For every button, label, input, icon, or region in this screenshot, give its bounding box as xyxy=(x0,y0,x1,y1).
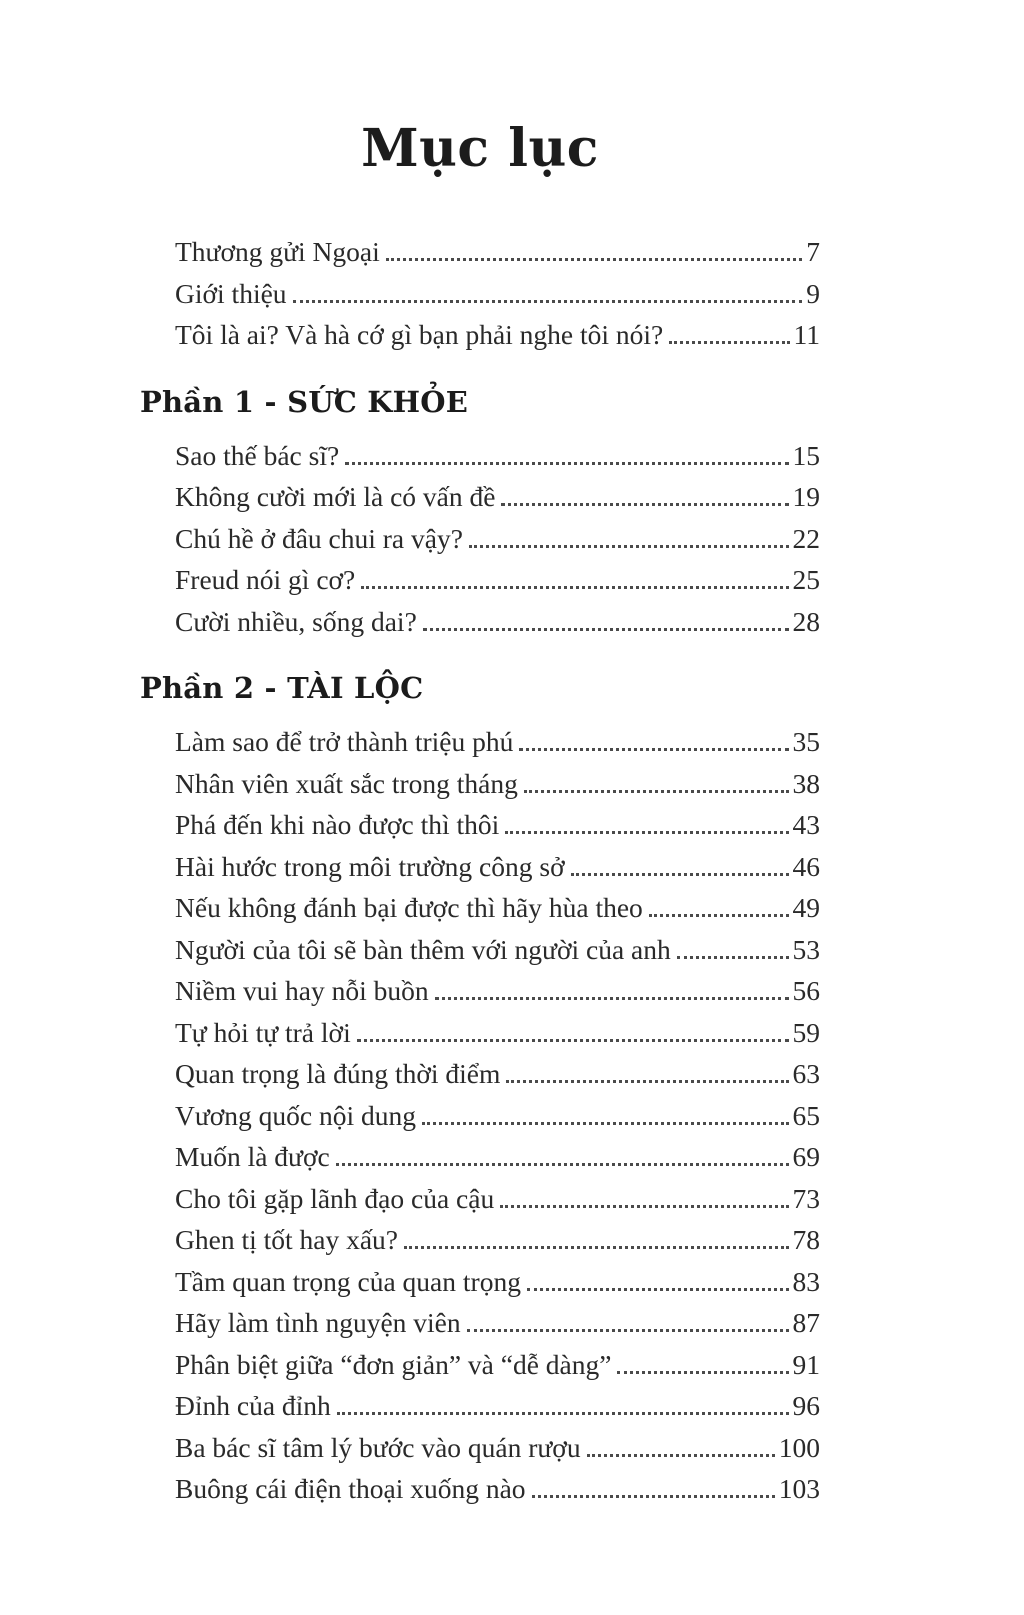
toc-entry xyxy=(140,1219,820,1261)
page-number: 22 xyxy=(792,522,820,554)
toc-entry-title: Freud nói gì cơ? xyxy=(175,564,356,595)
dot-leader xyxy=(293,300,803,303)
dot-leader xyxy=(669,341,789,344)
toc-entry xyxy=(140,721,820,763)
toc-entry xyxy=(140,518,820,560)
page-number: 49 xyxy=(792,892,820,923)
toc-entry-title: Ba bác sĩ tâm lý bước vào quán rượu xyxy=(175,1431,581,1463)
dot-leader xyxy=(469,545,789,548)
page-number: 96 xyxy=(792,1390,820,1421)
toc-entry xyxy=(140,1095,820,1137)
toc-entry-title: Nhân viên xuất sắc trong tháng xyxy=(175,767,518,799)
page-number: 28 xyxy=(792,605,820,637)
page-number: 38 xyxy=(792,767,820,799)
page-number: 53 xyxy=(792,933,820,965)
toc-entry-title: Làm sao để trở thành triệu phú xyxy=(175,726,514,757)
dot-leader xyxy=(519,748,788,751)
dot-leader xyxy=(532,1495,775,1498)
dot-leader xyxy=(361,586,788,589)
toc-entry xyxy=(140,601,820,643)
page-number: 43 xyxy=(792,809,820,840)
dot-leader xyxy=(505,831,788,834)
section-heading: Phần 1 - SỨC KHỎE xyxy=(140,384,469,419)
toc-entry xyxy=(140,970,820,1012)
toc-entry xyxy=(140,1261,820,1303)
dot-leader xyxy=(524,790,789,793)
toc-entry-title: Giới thiệu xyxy=(175,277,287,309)
page-number: 78 xyxy=(792,1224,820,1255)
toc-entry-title: Nếu không đánh bại được thì hãy hùa theo xyxy=(175,892,643,923)
toc-entry-title: Vương quốc nội dung xyxy=(175,1099,417,1131)
page-number: 15 xyxy=(792,439,820,471)
toc-section xyxy=(140,382,820,643)
toc-entry xyxy=(140,929,820,971)
toc-section xyxy=(140,231,820,356)
toc-entry xyxy=(140,1427,820,1469)
page-number: 25 xyxy=(792,564,820,595)
dot-leader xyxy=(649,914,789,917)
dot-leader xyxy=(467,1329,789,1332)
dot-leader xyxy=(345,462,788,465)
page-number: 9 xyxy=(806,277,820,309)
toc-entry xyxy=(140,1385,820,1427)
dot-leader xyxy=(357,1039,789,1042)
dot-leader xyxy=(435,997,789,1000)
toc-entry-title: Phá đến khi nào được thì thôi xyxy=(175,809,500,840)
toc-entry xyxy=(140,1468,820,1510)
toc-entry xyxy=(140,476,820,518)
toc-entry xyxy=(140,435,820,477)
page-number: 103 xyxy=(778,1473,820,1504)
dot-leader xyxy=(506,1080,788,1083)
toc-entry xyxy=(140,1344,820,1386)
dot-leader xyxy=(617,1371,788,1374)
toc-entry xyxy=(140,273,820,315)
toc-entry-title: Tự hỏi tự trả lời xyxy=(175,1016,351,1048)
page-number: 83 xyxy=(792,1265,820,1297)
toc-entry-title: Hãy làm tình nguyện viên xyxy=(175,1307,461,1338)
dot-leader xyxy=(386,258,803,261)
toc-list xyxy=(140,231,820,1510)
toc-entry xyxy=(140,1136,820,1178)
dot-leader xyxy=(500,1205,788,1208)
dot-leader xyxy=(423,628,789,631)
toc-entry-title: Muốn là được xyxy=(175,1141,330,1172)
toc-entry-title: Buông cái điện thoại xuống nào xyxy=(175,1473,526,1504)
toc-entry-title: Không cười mới là có vấn đề xyxy=(175,481,496,512)
dot-leader xyxy=(527,1288,789,1291)
page-number: 65 xyxy=(792,1099,820,1131)
page-title: Mục lục xyxy=(361,118,599,179)
dot-leader xyxy=(587,1454,775,1457)
toc-entry-title: Cười nhiều, sống dai? xyxy=(175,605,417,637)
dot-leader xyxy=(571,873,789,876)
page-number: 87 xyxy=(792,1307,820,1338)
toc-entry-title: Thương gửi Ngoại xyxy=(175,236,380,267)
dot-leader xyxy=(336,1163,789,1166)
toc-entry-title: Chú hề ở đâu chui ra vậy? xyxy=(175,522,463,554)
toc-entry-title: Đỉnh của đỉnh xyxy=(175,1390,331,1421)
page-number: 73 xyxy=(792,1182,820,1214)
dot-leader xyxy=(677,956,789,959)
toc-entry xyxy=(140,846,820,888)
toc-entry-title: Quan trọng là đúng thời điểm xyxy=(175,1058,501,1089)
toc-entry xyxy=(140,1053,820,1095)
toc-entry-title: Phân biệt giữa “đơn giản” và “dễ dàng” xyxy=(175,1348,612,1380)
page-number: 7 xyxy=(806,236,820,267)
toc-entry xyxy=(140,763,820,805)
toc-entry xyxy=(140,804,820,846)
toc-entry-title: Tầm quan trọng của quan trọng xyxy=(175,1265,521,1297)
page-number: 69 xyxy=(792,1141,820,1172)
toc-entry-title: Tôi là ai? Và hà cớ gì bạn phải nghe tôi nói? xyxy=(175,319,664,350)
page-number: 91 xyxy=(792,1348,820,1380)
dot-leader xyxy=(422,1122,788,1125)
page-number: 56 xyxy=(792,975,820,1006)
toc-entry xyxy=(140,314,820,356)
toc-section xyxy=(140,668,820,1510)
toc-entry xyxy=(140,887,820,929)
page-number: 46 xyxy=(792,850,820,882)
toc-entry xyxy=(140,559,820,601)
page-number: 63 xyxy=(792,1058,820,1089)
toc-entry-title: Cho tôi gặp lãnh đạo của cậu xyxy=(175,1182,495,1214)
page-number: 100 xyxy=(778,1431,820,1463)
toc-entry xyxy=(140,1178,820,1220)
dot-leader xyxy=(404,1246,789,1249)
toc-entry-title: Sao thế bác sĩ? xyxy=(175,439,340,471)
dot-leader xyxy=(501,503,788,506)
toc-entry xyxy=(140,1012,820,1054)
toc-entry-title: Niềm vui hay nỗi buồn xyxy=(175,975,429,1006)
toc-entry-title: Hài hước trong môi trường công sở xyxy=(175,850,565,882)
page-number: 35 xyxy=(792,726,820,757)
toc-entry-title: Người của tôi sẽ bàn thêm với người của anh xyxy=(175,933,671,965)
page-number: 59 xyxy=(792,1016,820,1048)
page-number: 11 xyxy=(793,319,820,350)
page-number: 19 xyxy=(792,481,820,512)
toc-entry xyxy=(140,1302,820,1344)
dot-leader xyxy=(337,1412,789,1415)
toc-entry-title: Ghen tị tốt hay xấu? xyxy=(175,1224,398,1255)
toc-entry xyxy=(140,231,820,273)
section-heading: Phần 2 - TÀI LỘC xyxy=(140,671,424,705)
